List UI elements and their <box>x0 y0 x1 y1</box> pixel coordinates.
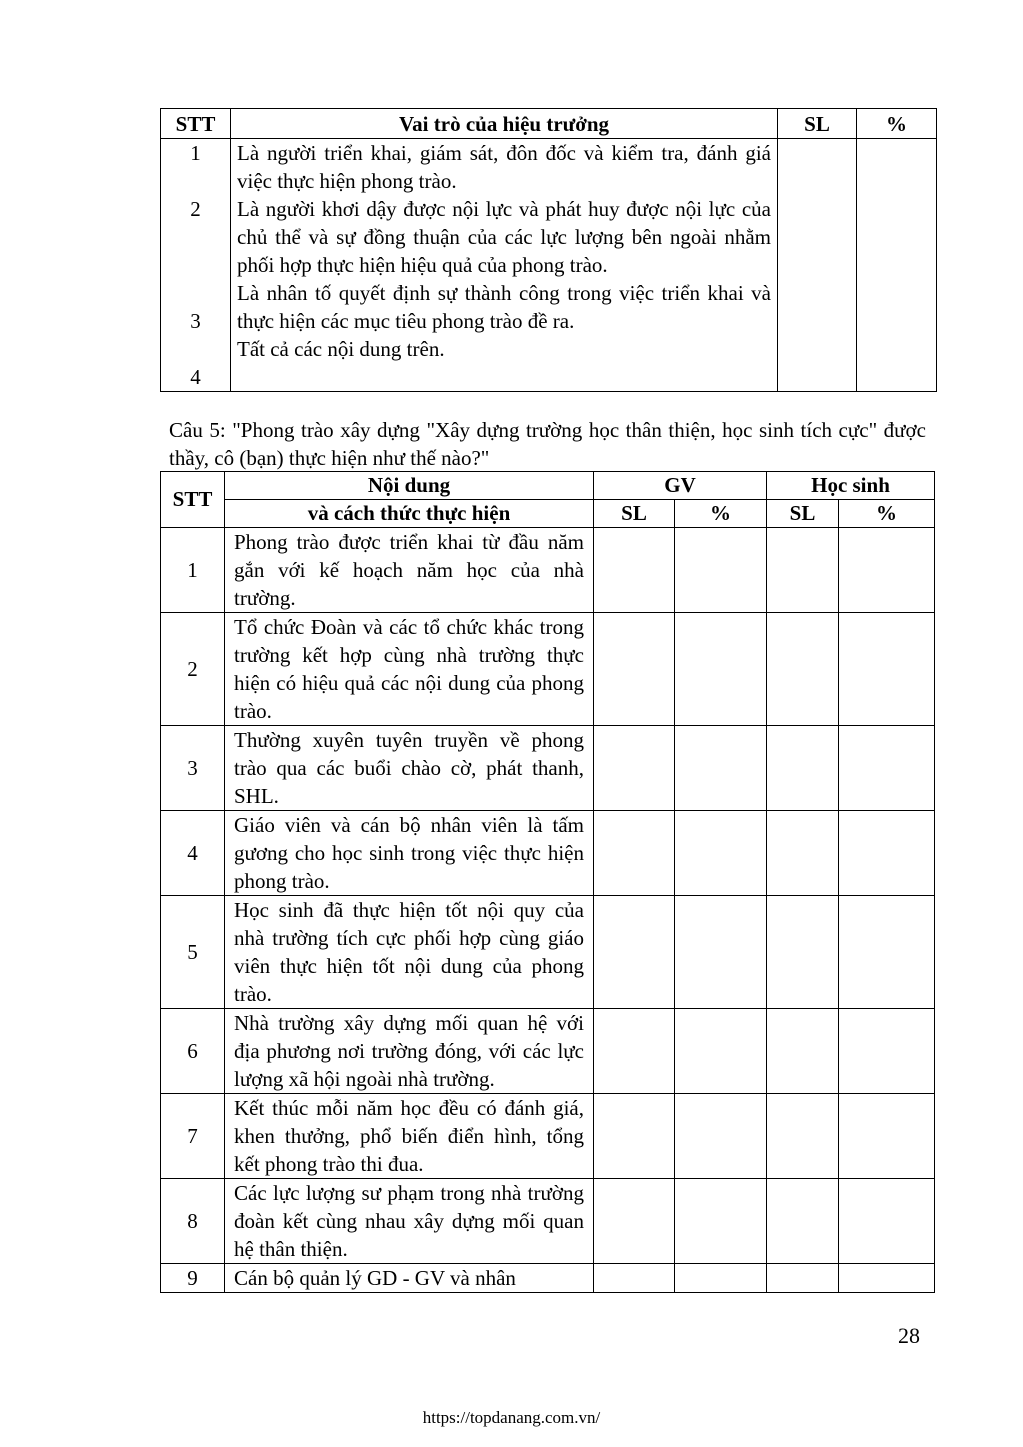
gv-percent-cell <box>675 1009 767 1094</box>
header-gv-percent: % <box>675 500 767 528</box>
row-content: Phong trào được triển khai từ đầu năm gắn với kế hoạch năm học của nhà trường. <box>225 528 594 613</box>
gv-sl-cell <box>594 1094 675 1179</box>
footer-url: https://topdanang.com.vn/ <box>422 1408 601 1427</box>
hs-percent-cell <box>839 896 935 1009</box>
gv-sl-cell <box>594 1264 675 1293</box>
gv-sl-cell <box>594 1179 675 1264</box>
role-item: Tất cả các nội dung trên. <box>237 337 445 361</box>
row-number: 1 <box>190 141 201 165</box>
hs-sl-cell <box>767 1009 839 1094</box>
header-content: Nội dung <box>225 472 594 500</box>
header-hs-sl: SL <box>767 500 839 528</box>
page-number: 28 <box>898 1323 920 1348</box>
role-item: Là người khơi dậy được nội lực và phát huy được nội lực của chủ thể và sự đồng thuận của các lực lượng bên ngoài nhằm phối hợp thực hiện hiệu quả của phong trào. <box>237 197 771 277</box>
gv-percent-cell <box>675 726 767 811</box>
hs-percent-cell <box>839 811 935 896</box>
role-cell <box>231 139 778 392</box>
row-number: 9 <box>161 1264 225 1293</box>
stt-cell <box>161 139 231 392</box>
gv-percent-cell <box>675 528 767 613</box>
role-item: Là nhân tố quyết định sự thành công trong việc triển khai và thực hiện các mục tiêu phong trào đề ra. <box>237 281 771 333</box>
hs-percent-cell <box>839 726 935 811</box>
hs-percent-cell <box>839 1179 935 1264</box>
table-row <box>161 1264 935 1293</box>
table-row <box>161 1179 935 1264</box>
hs-sl-cell <box>767 1264 839 1293</box>
hs-percent-cell <box>839 528 935 613</box>
row-content: Giáo viên và cán bộ nhân viên là tấm gương cho học sinh trong việc thực hiện phong trào. <box>225 811 594 896</box>
gv-sl-cell <box>594 726 675 811</box>
row-number: 6 <box>161 1009 225 1094</box>
table-row <box>161 1009 935 1094</box>
header-hs-percent: % <box>839 500 935 528</box>
row-number: 4 <box>161 811 225 896</box>
gv-percent-cell <box>675 613 767 726</box>
row-content: Kết thúc mỗi năm học đều có đánh giá, khen thưởng, phổ biến điển hình, tổng kết phong trào thi đua. <box>225 1094 594 1179</box>
row-number: 3 <box>161 726 225 811</box>
header-gv: GV <box>594 472 767 500</box>
hs-percent-cell <box>839 613 935 726</box>
row-number: 3 <box>190 309 201 333</box>
principal-role-table <box>160 108 937 392</box>
table-row <box>161 139 937 392</box>
table-header-row <box>161 472 935 500</box>
header-hoc-sinh: Học sinh <box>767 472 935 500</box>
table-row <box>161 528 935 613</box>
table-row <box>161 613 935 726</box>
row-content: Các lực lượng sư phạm trong nhà trường đoàn kết cùng nhau xây dựng mối quan hệ thân thiện. <box>225 1179 594 1264</box>
row-content: Học sinh đã thực hiện tốt nội quy của nhà trường tích cực phối hợp cùng giáo viên thực hiện tốt nội dung của phong trào. <box>225 896 594 1009</box>
hs-percent-cell <box>839 1264 935 1293</box>
row-number: 1 <box>161 528 225 613</box>
row-number: 4 <box>190 365 201 389</box>
hs-sl-cell <box>767 528 839 613</box>
header-stt: STT <box>161 472 225 528</box>
gv-sl-cell <box>594 528 675 613</box>
header-percent: % <box>857 109 937 139</box>
table-row <box>161 1094 935 1179</box>
hs-sl-cell <box>767 811 839 896</box>
row-number: 2 <box>161 613 225 726</box>
percent-cell <box>857 139 937 392</box>
row-content: Nhà trường xây dựng mối quan hệ với địa phương nơi trường đóng, với các lực lượng xã hội ngoài nhà trường. <box>225 1009 594 1094</box>
row-content: Thường xuyên tuyên truyền về phong trào qua các buổi chào cờ, phát thanh, SHL. <box>225 726 594 811</box>
row-number: 8 <box>161 1179 225 1264</box>
question-5-text: Câu 5: "Phong trào xây dựng "Xây dựng trường học thân thiện, học sinh tích cực" được thầy, cô (bạn) thực hiện như thế nào?" <box>169 418 926 470</box>
hs-sl-cell <box>767 1094 839 1179</box>
gv-percent-cell <box>675 896 767 1009</box>
row-number: 2 <box>190 197 201 221</box>
row-number: 5 <box>161 896 225 1009</box>
hs-sl-cell <box>767 1179 839 1264</box>
gv-sl-cell <box>594 613 675 726</box>
header-stt: STT <box>161 109 231 139</box>
gv-sl-cell <box>594 811 675 896</box>
hs-percent-cell <box>839 1009 935 1094</box>
gv-percent-cell <box>675 1094 767 1179</box>
row-content: Tổ chức Đoàn và các tổ chức khác trong trường kết hợp cùng nhà trường thực hiện có hiệu quả các nội dung của phong trào. <box>225 613 594 726</box>
hs-sl-cell <box>767 726 839 811</box>
table-header-row <box>161 109 937 139</box>
header-gv-sl: SL <box>594 500 675 528</box>
table-row <box>161 811 935 896</box>
implementation-table <box>160 471 935 1293</box>
hs-sl-cell <box>767 613 839 726</box>
sl-cell <box>778 139 857 392</box>
gv-percent-cell <box>675 1179 767 1264</box>
table-header-row <box>161 500 935 528</box>
header-content-method: và cách thức thực hiện <box>225 500 594 528</box>
header-role: Vai trò của hiệu trưởng <box>231 109 778 139</box>
gv-sl-cell <box>594 896 675 1009</box>
table-row <box>161 726 935 811</box>
gv-percent-cell <box>675 1264 767 1293</box>
header-sl: SL <box>778 109 857 139</box>
row-number: 7 <box>161 1094 225 1179</box>
gv-percent-cell <box>675 811 767 896</box>
hs-percent-cell <box>839 1094 935 1179</box>
row-content: Cán bộ quản lý GD - GV và nhân <box>225 1264 594 1293</box>
hs-sl-cell <box>767 896 839 1009</box>
role-item: Là người triển khai, giám sát, đôn đốc và kiểm tra, đánh giá việc thực hiện phong trào. <box>237 141 771 193</box>
table-row <box>161 896 935 1009</box>
gv-sl-cell <box>594 1009 675 1094</box>
